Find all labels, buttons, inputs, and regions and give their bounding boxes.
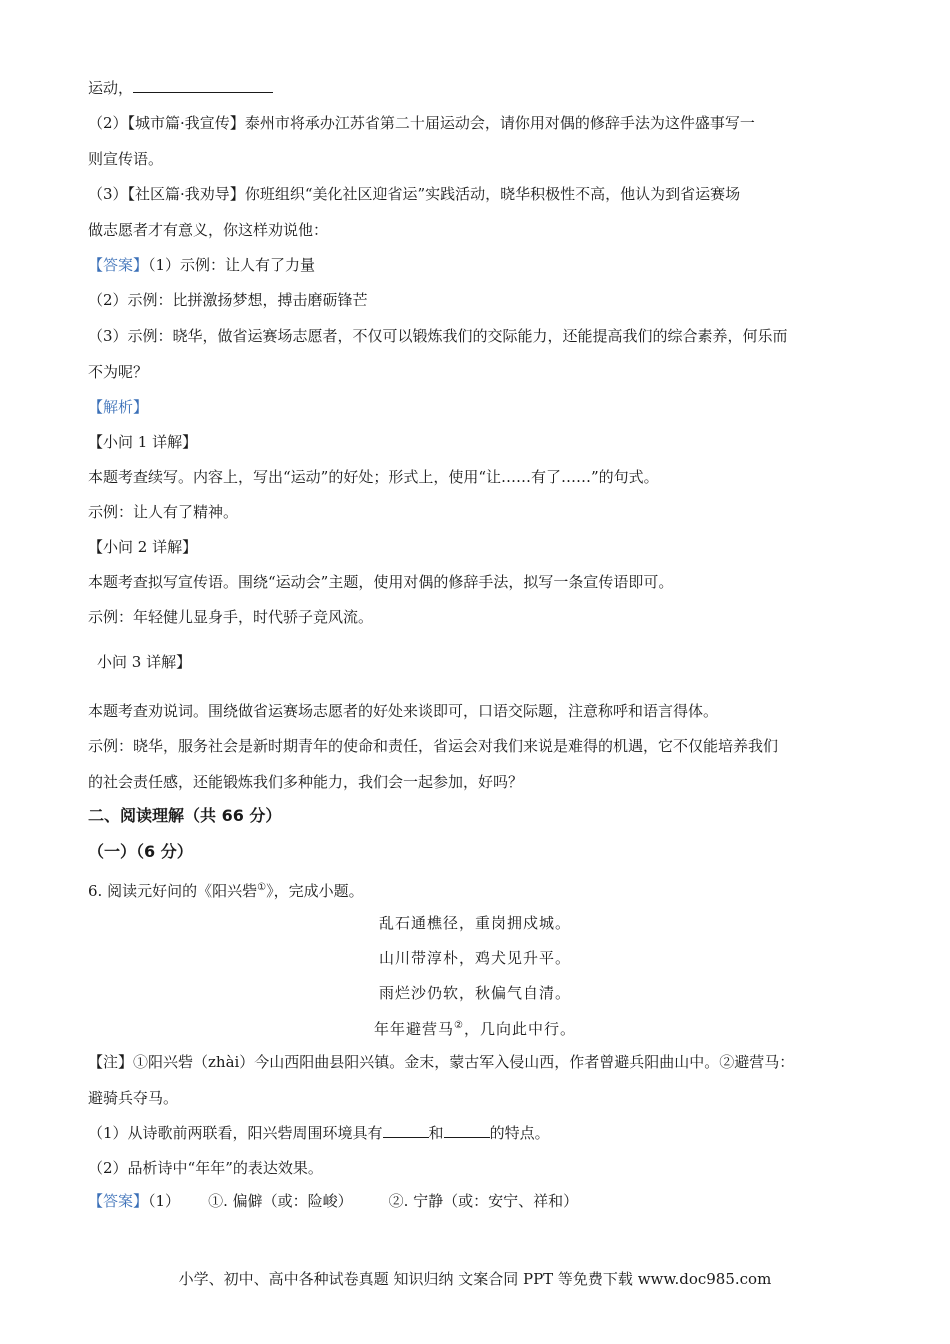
- sub1-line2: 示例：让人有了精神。: [88, 503, 239, 521]
- continuation-line: [88, 78, 273, 98]
- question-2-cont: 则宣传语。: [88, 150, 164, 168]
- question-6: [88, 878, 364, 901]
- answer-blank-1: [383, 1123, 429, 1138]
- question-2: （2）【城市篇·我宣传】泰州市将承办江苏省第二十届运动会，请你用对偶的修辞手法为这件盛事写一: [88, 114, 755, 132]
- sub3-line2: 示例：晓华，服务社会是新时期青年的使命和责任，省运会对我们来说是难得的机遇，它不仅能培养我们: [88, 737, 779, 755]
- q6-1-text-mid: 和: [428, 1124, 444, 1142]
- final-option-1: ①. 偏僻（或：险峻）: [208, 1192, 353, 1210]
- answer-tag: 【答案】: [88, 256, 149, 274]
- note-line-1: 【注】①阳兴砦（zhài）今山西阳曲县阳兴镇。金末，蒙古军入侵山西，作者曾避兵阳曲山中。②避营马：: [88, 1053, 795, 1071]
- part-heading: （一）（6 分）: [88, 842, 193, 861]
- sub3-line3: 的社会责任感，还能锻炼我们多种能力，我们会一起参加，好吗？: [88, 773, 524, 791]
- answer-line-1: [88, 255, 315, 275]
- q6-note-mark: ①: [257, 882, 267, 893]
- sub3-title: 小问 3 详解】: [97, 653, 192, 671]
- final-option-2: ②. 宁静（或：安宁、祥和）: [388, 1192, 579, 1210]
- answer-blank: [133, 78, 273, 93]
- q6-1-text-a: （1）从诗歌前两联看，阳兴砦周围环境具有: [88, 1124, 383, 1142]
- sub3-line1: 本题考查劝说词。围绕做省运赛场志愿者的好处来谈即可，口语交际题，注意称呼和语言得体。: [88, 702, 719, 720]
- note-line-2: 避骑兵夺马。: [88, 1089, 179, 1107]
- section-heading: 二、阅读理解（共 66 分）: [88, 806, 282, 825]
- question-3-cont: 做志愿者才有意义，你这样劝说他：: [88, 221, 329, 239]
- answer-3-cont: 不为呢？: [88, 363, 149, 381]
- question-3: （3）【社区篇·我劝导】你班组织“美化社区迎省运”实践活动，晓华积极性不高，他认为到省运赛场: [88, 185, 741, 203]
- q6-text-a: 6. 阅读元好问的《阳兴砦: [88, 882, 258, 900]
- line1-text: 运动，: [88, 79, 134, 97]
- answer-3: （3）示例：晓华，做省运赛场志愿者，不仅可以锻炼我们的交际能力，还能提高我们的综合素养，何乐而: [88, 327, 788, 345]
- answer-2: （2）示例：比拼激扬梦想，搏击磨砺锋芒: [88, 291, 368, 309]
- question-6-1: [88, 1123, 550, 1143]
- q6-text-b: 》，完成小题。: [266, 882, 364, 900]
- sub1-title: 【小问 1 详解】: [88, 433, 198, 451]
- sub1-line1: 本题考查续写。内容上，写出“运动”的好处；形式上，使用“让……有了……”的句式。: [88, 468, 659, 486]
- sub2-title: 【小问 2 详解】: [88, 538, 198, 556]
- final-answer-line: [88, 1191, 578, 1211]
- poem4-text-b: ，几向此中行。: [463, 1020, 576, 1038]
- poem-line-2: 山川带淳朴，鸡犬见升平。: [378, 949, 571, 967]
- sub2-line2: 示例：年轻健儿显身手，时代骄子竞风流。: [88, 608, 374, 626]
- poem4-note-mark: ②: [454, 1020, 464, 1031]
- final-answer-tag: 【答案】: [88, 1192, 149, 1210]
- sub2-line1: 本题考查拟写宣传语。围绕“运动会”主题，使用对偶的修辞手法，拟写一条宣传语即可。: [88, 573, 674, 591]
- poem-line-3: 雨烂沙仍软，秋偏气自清。: [378, 984, 571, 1002]
- analysis-tag: 【解析】: [88, 398, 149, 416]
- answer-blank-2: [444, 1123, 490, 1138]
- poem-line-4: [0, 1016, 950, 1039]
- page-footer: 小学、初中、高中各种试卷真题 知识归纳 文案合同 PPT 等免费下载 www.doc985.com: [178, 1270, 772, 1288]
- poem-line-1: 乱石通樵径，重岗拥戍城。: [378, 914, 571, 932]
- question-6-2: （2）品析诗中“年年”的表达效果。: [88, 1159, 323, 1177]
- q6-1-text-b: 的特点。: [489, 1124, 550, 1142]
- answer-1: （1）示例：让人有了力量: [148, 256, 316, 274]
- poem4-text-a: 年年避营马: [374, 1020, 455, 1038]
- final-answer-num: （1）: [148, 1192, 181, 1210]
